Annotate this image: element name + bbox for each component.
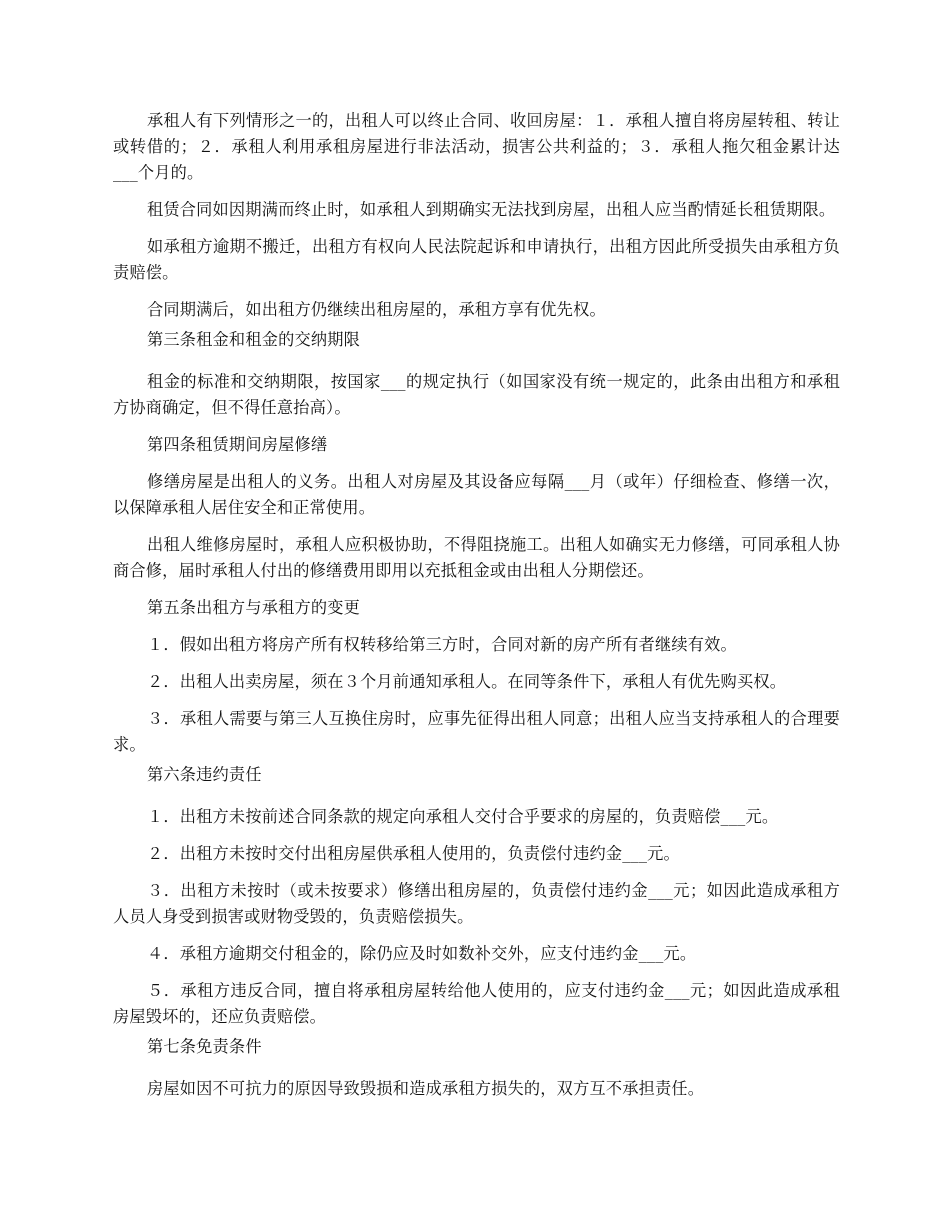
paragraph-change-item-1: １．假如出租方将房产所有权转移给第三方时，合同对新的房产所有者继续有效。 — [147, 635, 737, 654]
section-heading-liability: 第六条违约责任 — [147, 765, 262, 784]
paragraph-liability-item-2: ２．出租方未按时交付出租房屋供承租人使用的，负责偿付违约金___元。 — [147, 844, 680, 863]
section-heading-exemption: 第七条免责条件 — [147, 1037, 262, 1056]
document-page — [113, 108, 840, 1102]
section-heading-repair: 第四条租赁期间房屋修缮 — [147, 435, 328, 454]
paragraph-liability-item-5: ５．承租方违反合同，擅自将承租房屋转给他人使用的，应支付违约金___元；如因此造成承租房屋毁坏的，还应负责赔偿。 — [113, 981, 840, 1026]
paragraph-lease-extension: 租赁合同如因期满而终止时，如承租人到期确实无法找到房屋，出租人应当酌情延长租赁期限。 — [147, 200, 836, 219]
paragraph-priority-right: 合同期满后，如出租方仍继续出租房屋的，承租方享有优先权。 — [147, 300, 606, 319]
section-heading-rent: 第三条租金和租金的交纳期限 — [147, 330, 361, 349]
paragraph-force-majeure: 房屋如因不可抗力的原因导致毁损和造成承租方损失的，双方互不承担责任。 — [147, 1079, 705, 1098]
section-heading-change: 第五条出租方与承租方的变更 — [147, 598, 361, 617]
paragraph-repair-duty: 修缮房屋是出租人的义务。出租人对房屋及其设备应每隔___月（或年）仔细检查、修缮一次，以保障承租人居住安全和正常使用。 — [113, 472, 840, 517]
paragraph-rent-standard: 租金的标准和交纳期限，按国家___的规定执行（如国家没有统一规定的，此条由出租方和承租方协商确定，但不得任意抬高）。 — [113, 372, 840, 417]
paragraph-liability-item-4: ４．承租方逾期交付租金的，除仍应及时如数补交外，应支付违约金___元。 — [147, 944, 697, 963]
paragraph-liability-item-3: ３．出租方未按时（或未按要求）修缮出租房屋的，负责偿付违约金___元；如因此造成承租方人员人身受到损害或财物受毁的，负责赔偿损失。 — [113, 881, 840, 926]
paragraph-change-item-2: ２．出租人出卖房屋，须在３个月前通知承租人。在同等条件下，承租人有优先购买权。 — [147, 672, 787, 691]
paragraph-overdue-move-out: 如承租方逾期不搬迁，出租方有权向人民法院起诉和申请执行，出租方因此所受损失由承租方负责赔偿。 — [113, 237, 840, 282]
paragraph-liability-item-1: １．出租方未按前述合同条款的规定向承租人交付合乎要求的房屋的，负责赔偿___元。 — [147, 807, 779, 826]
paragraph-repair-cooperation: 出租人维修房屋时，承租人应积极协助，不得阻挠施工。出租人如确实无力修缮，可同承租人协商合修，届时承租人付出的修缮费用即用以充抵租金或由出租人分期偿还。 — [113, 535, 840, 580]
paragraph-change-item-3: ３．承租人需要与第三人互换住房时，应事先征得出租人同意；出租人应当支持承租人的合理要求。 — [113, 709, 840, 754]
paragraph-termination-conditions: 承租人有下列情形之一的，出租人可以终止合同、收回房屋：１．承租人擅自将房屋转租、转让或转借的；２．承租人利用承租房屋进行非法活动，损害公共利益的；３．承租人拖欠租金累计达___个月的。 — [113, 111, 840, 182]
